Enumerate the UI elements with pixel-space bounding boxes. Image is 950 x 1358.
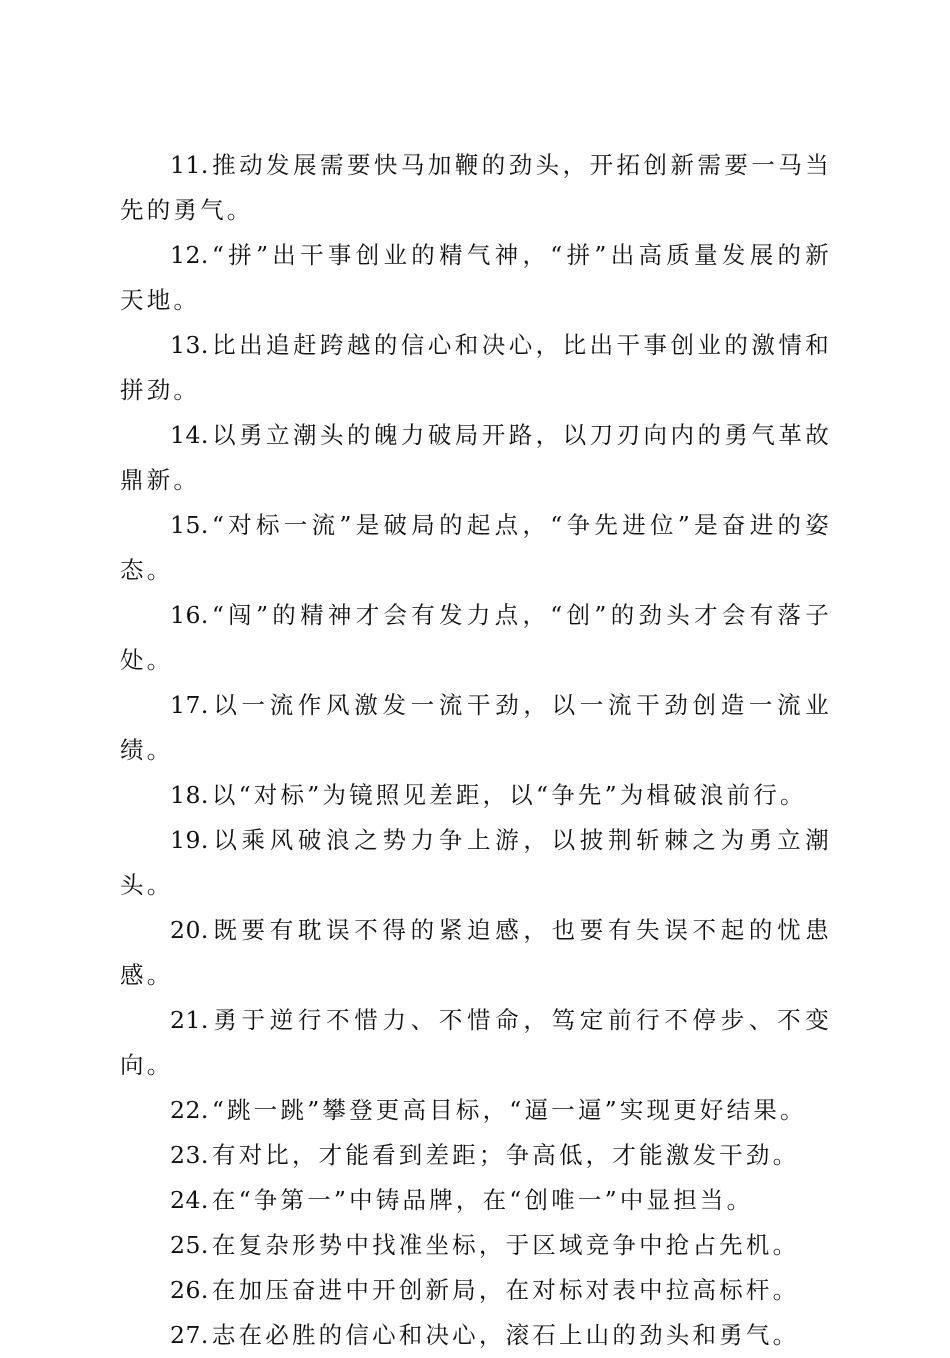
list-item (120, 413, 832, 503)
item-text: 在“争第一”中铸品牌，在“创唯一”中显担当。 (211, 1186, 754, 1214)
list-item (120, 503, 832, 593)
item-number: 17. (170, 691, 209, 719)
list-item (120, 998, 832, 1088)
item-number: 20. (170, 916, 209, 944)
item-text: 推动发展需要快马加鞭的劲头，开拓创新需要一马当先的勇气。 (120, 151, 832, 224)
item-number: 27. (170, 1321, 209, 1349)
item-text: “闯”的精神才会有发力点，“创”的劲头才会有落子处。 (120, 601, 832, 674)
item-text: “拼”出干事创业的精气神，“拼”出高质量发展的新天地。 (120, 241, 832, 314)
list-item (120, 1313, 832, 1358)
item-number: 26. (170, 1276, 209, 1304)
item-text: 在复杂形势中找准坐标，于区域竞争中抢占先机。 (211, 1231, 800, 1259)
item-number: 12. (170, 241, 209, 269)
list-item (120, 773, 832, 818)
list-item (120, 143, 832, 233)
list-item (120, 818, 832, 908)
list-item (120, 593, 832, 683)
list-item (120, 1223, 832, 1268)
item-number: 18. (170, 781, 209, 809)
list-item (120, 1268, 832, 1313)
item-number: 13. (170, 331, 209, 359)
item-text: 志在必胜的信心和决心，滚石上山的劲头和勇气。 (211, 1321, 800, 1349)
item-number: 19. (170, 826, 209, 854)
item-text: 既要有耽误不得的紧迫感，也要有失误不起的忧患感。 (120, 916, 832, 989)
item-number: 14. (170, 421, 209, 449)
item-number: 21. (170, 1006, 209, 1034)
list-item (120, 1133, 832, 1178)
list-item (120, 683, 832, 773)
list-item (120, 323, 832, 413)
item-number: 25. (170, 1231, 209, 1259)
item-text: 比出追赶跨越的信心和决心，比出干事创业的激情和拼劲。 (120, 331, 832, 404)
list-item (120, 233, 832, 323)
item-text: 以一流作风激发一流干劲，以一流干劲创造一流业绩。 (120, 691, 832, 764)
item-number: 23. (170, 1141, 209, 1169)
item-number: 22. (170, 1096, 209, 1124)
item-text: 以“对标”为镜照见差距，以“争先”为楫破浪前行。 (211, 781, 807, 809)
list-item (120, 1088, 832, 1133)
item-number: 15. (170, 511, 209, 539)
item-number: 24. (170, 1186, 209, 1214)
item-text: 有对比，才能看到差距；争高低，才能激发干劲。 (211, 1141, 800, 1169)
item-text: “跳一跳”攀登更高目标，“逼一逼”实现更好结果。 (211, 1096, 807, 1124)
list-item (120, 1178, 832, 1223)
list-item (120, 908, 832, 998)
item-text: “对标一流”是破局的起点，“争先进位”是奋进的姿态。 (120, 511, 832, 584)
item-text: 以乘风破浪之势力争上游，以披荆斩棘之为勇立潮头。 (120, 826, 832, 899)
item-text: 勇于逆行不惜力、不惜命，笃定前行不停步、不变向。 (120, 1006, 832, 1079)
document-body (120, 143, 832, 1358)
item-number: 11. (170, 151, 209, 179)
item-text: 以勇立潮头的魄力破局开路，以刀刃向内的勇气革故鼎新。 (120, 421, 832, 494)
item-number: 16. (170, 601, 209, 629)
item-text: 在加压奋进中开创新局，在对标对表中拉高标杆。 (211, 1276, 800, 1304)
